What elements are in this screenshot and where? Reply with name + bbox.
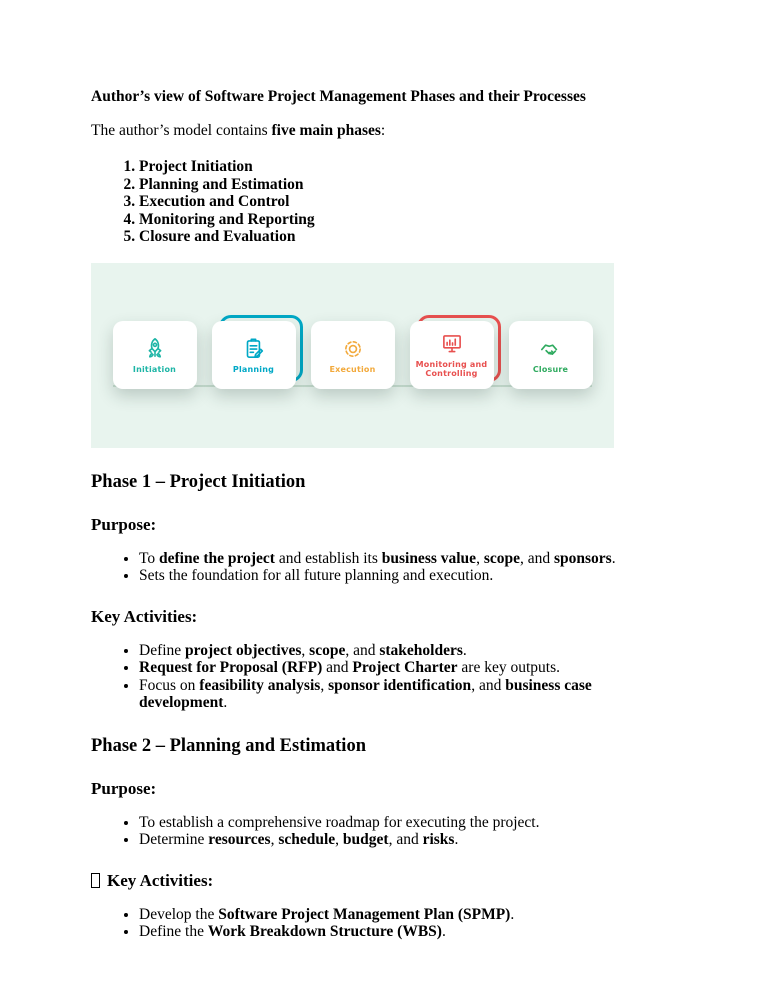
phase-card-label: Execution [329,364,376,374]
bullet-list [91,814,677,849]
intro-paragraph: The author’s model contains five main phases: [91,122,386,139]
bullet-item: • Determine resources, schedule, budget, and risks. [139,831,677,849]
bullet-item: • Focus on feasibility analysis, sponsor identification, and business case development. [139,677,677,712]
sections [91,472,677,941]
phase-card-label: Planning [232,364,275,374]
bullet-item: • To define the project and establish its business value, scope, and sponsors. [139,550,677,568]
phases-list-item: 5. Closure and Evaluation [139,228,677,246]
phases-list-item: 2. Planning and Estimation [139,176,677,194]
sub-heading: Purpose: [91,778,157,798]
rocket-icon [142,336,168,362]
bullet-item: • Develop the Software Project Management Plan (SPMP). [139,906,677,924]
phase-card-label: Closure [532,364,569,374]
bullet-item: • Request for Proposal (RFP) and Project Charter are key outputs. [139,659,677,677]
bullet-item: • Sets the foundation for all future planning and execution. [139,567,677,585]
clipboard-icon [241,336,267,362]
phase-card [311,321,395,389]
bullet-list [91,642,677,712]
phase-card-label: Monitoring and Controlling [415,360,488,378]
missing-glyph-box [91,873,100,888]
phases-diagram-image [91,263,614,448]
phase-card [113,321,197,389]
phase-card [212,321,296,389]
gear-icon [340,336,366,362]
bullet-item: • Define project objectives, scope, and stakeholders. [139,642,677,660]
bullet-item: • Define the Work Breakdown Structure (WBS). [139,923,677,941]
diagram-card-row [91,321,614,389]
phase-card-box [311,321,395,389]
phase-card-box [509,321,593,389]
phases-list-item: 1. Project Initiation [139,158,677,176]
handshake-icon [538,336,564,362]
sub-heading: Purpose: [91,514,157,534]
document-title: Author’s view of Software Project Management Phases and their Processes [91,88,586,105]
sub-heading: Key Activities: [91,871,677,891]
phase-card-box [410,321,494,389]
bullet-list [91,906,677,941]
phase-card-label: Initiation [132,364,177,374]
phase-card [410,321,494,389]
bullet-item: • To establish a comprehensive roadmap for executing the project. [139,814,677,832]
bullet-list [91,550,677,585]
phases-list [91,158,677,246]
monitor-icon [439,331,465,357]
phases-list-item: 4. Monitoring and Reporting [139,211,677,229]
phase-card [509,321,593,389]
phase-heading: Phase 2 – Planning and Estimation [91,735,366,756]
phase-card-box [212,321,296,389]
phases-list-item: 3. Execution and Control [139,193,677,211]
phase-heading: Phase 1 – Project Initiation [91,471,306,492]
phase-card-box [113,321,197,389]
sub-heading: Key Activities: [91,606,198,626]
